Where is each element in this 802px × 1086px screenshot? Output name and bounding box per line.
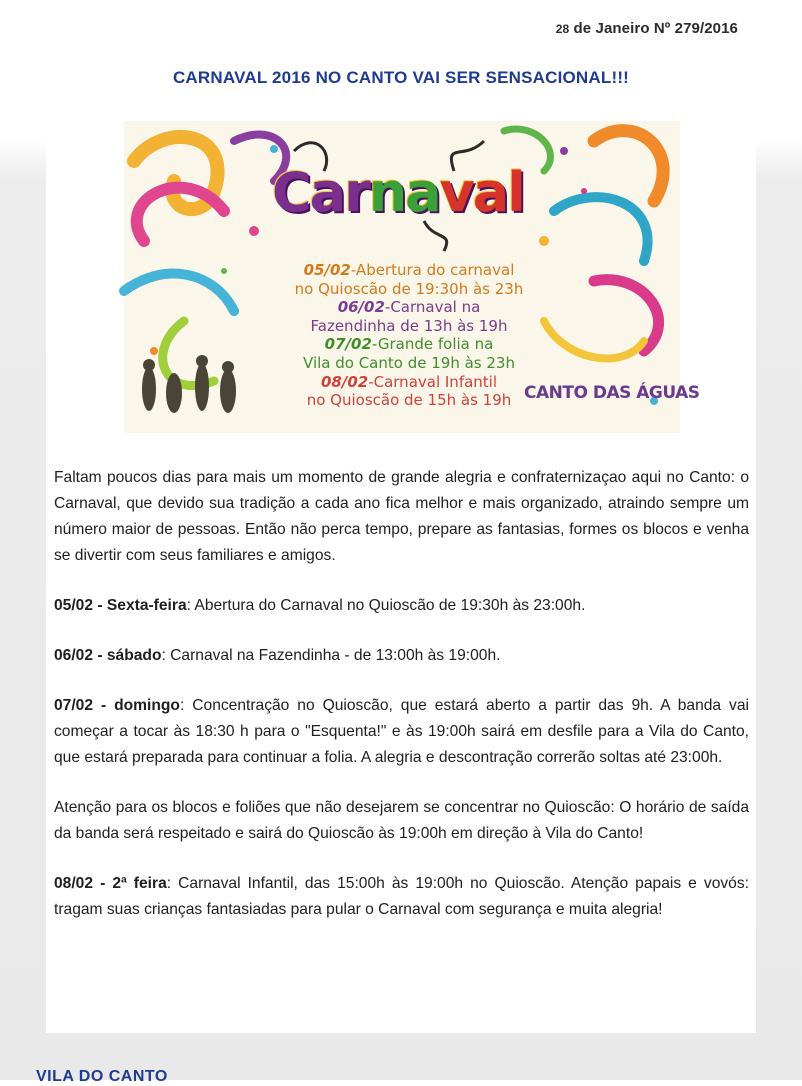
schedule-item-label: 05/02 - Sexta-feira [54, 597, 187, 614]
poster-line: 08/02-Carnaval Infantil [320, 372, 498, 391]
schedule-item-text: : Abertura do Carnaval no Quioscão de 19:30h às 23:00h. [186, 597, 586, 614]
poster-line: no Quioscão de 15h às 19h [306, 391, 512, 410]
page-headline: CARNAVAL 2016 NO CANTO VAI SER SENSACIONAL!!! [172, 68, 630, 87]
notice-paragraph: Atenção para os blocos e foliões que não desejarem se concentrar no Quioscão: O horário de saída da banda será respeitado e sairá do Quioscão às 19:00h em direção à Vila do Canto! [54, 799, 749, 842]
poster-line: no Quioscão de 19:30h às 23h [294, 279, 524, 298]
schedule-item-label: 07/02 - domingo [54, 697, 180, 714]
schedule-item [54, 871, 749, 923]
schedule-item-label: 08/02 - 2ª feira [54, 875, 167, 892]
schedule-item-text: : Concentração no Quioscão, que estará aberto a partir das 9h. A banda vai começar a tocar às 18:30 h para o "Esquenta!" e às 19:00h sairá em desfile para a Vila do Canto, que estará preparada para continuar a folia. A alegria e descontração correrão soltas até 23:00h. [54, 697, 749, 766]
poster-carnaval-wordmark [272, 161, 522, 224]
schedule-item-text: : Carnaval Infantil, das 15:00h às 19:00h no Quioscão. Atenção papais e vovós: tragam suas crianças fantasiadas para pular o Carnaval com segurança e muita alegria! [54, 875, 749, 918]
issue-number: de Janeiro Nº 279/2016 [569, 20, 738, 37]
poster-line: Fazendinha de 13h às 19h [310, 316, 508, 335]
schedule-item-text: : Carnaval na Fazendinha - de 13:00h às 19:00h. [161, 647, 501, 664]
schedule-item-label: 06/02 - sábado [54, 647, 162, 664]
schedule-item [54, 593, 749, 619]
schedule-item [54, 693, 749, 771]
next-section-title: VILA DO CANTO [36, 1068, 168, 1085]
carnaval-poster-image [124, 121, 700, 433]
wordmark-part-2: na [368, 161, 440, 224]
schedule-item [54, 643, 749, 669]
wordmark-part-3: val [439, 161, 524, 224]
issue-date-line [556, 20, 738, 37]
intro-paragraph: Faltam poucos dias para mais um momento de grande alegria e confraternizaçao aqui no Canto: o Carnaval, que devido sua tradição a cada ano fica melhor e mais organizado, atraindo sempre um número maior de pessoas. Então não perca tempo, prepare as fantasias, formes os blocos e venha se divertir com seus familiares e amigos. [54, 469, 749, 564]
article-body [54, 465, 749, 947]
issue-day: 28 [555, 22, 570, 36]
poster-line: Vila do Canto de 19h às 23h [303, 353, 515, 372]
canto-das-aguas-logo: CANTO DAS ÁGUAS [524, 383, 700, 403]
poster-line: 05/02-Abertura do carnaval [303, 261, 515, 279]
poster-line: 06/02-Carnaval na [337, 298, 481, 317]
poster-line: 07/02-Grande folia na [324, 335, 494, 354]
wordmark-part-1: Car [272, 161, 369, 224]
poster-schedule [274, 261, 544, 410]
